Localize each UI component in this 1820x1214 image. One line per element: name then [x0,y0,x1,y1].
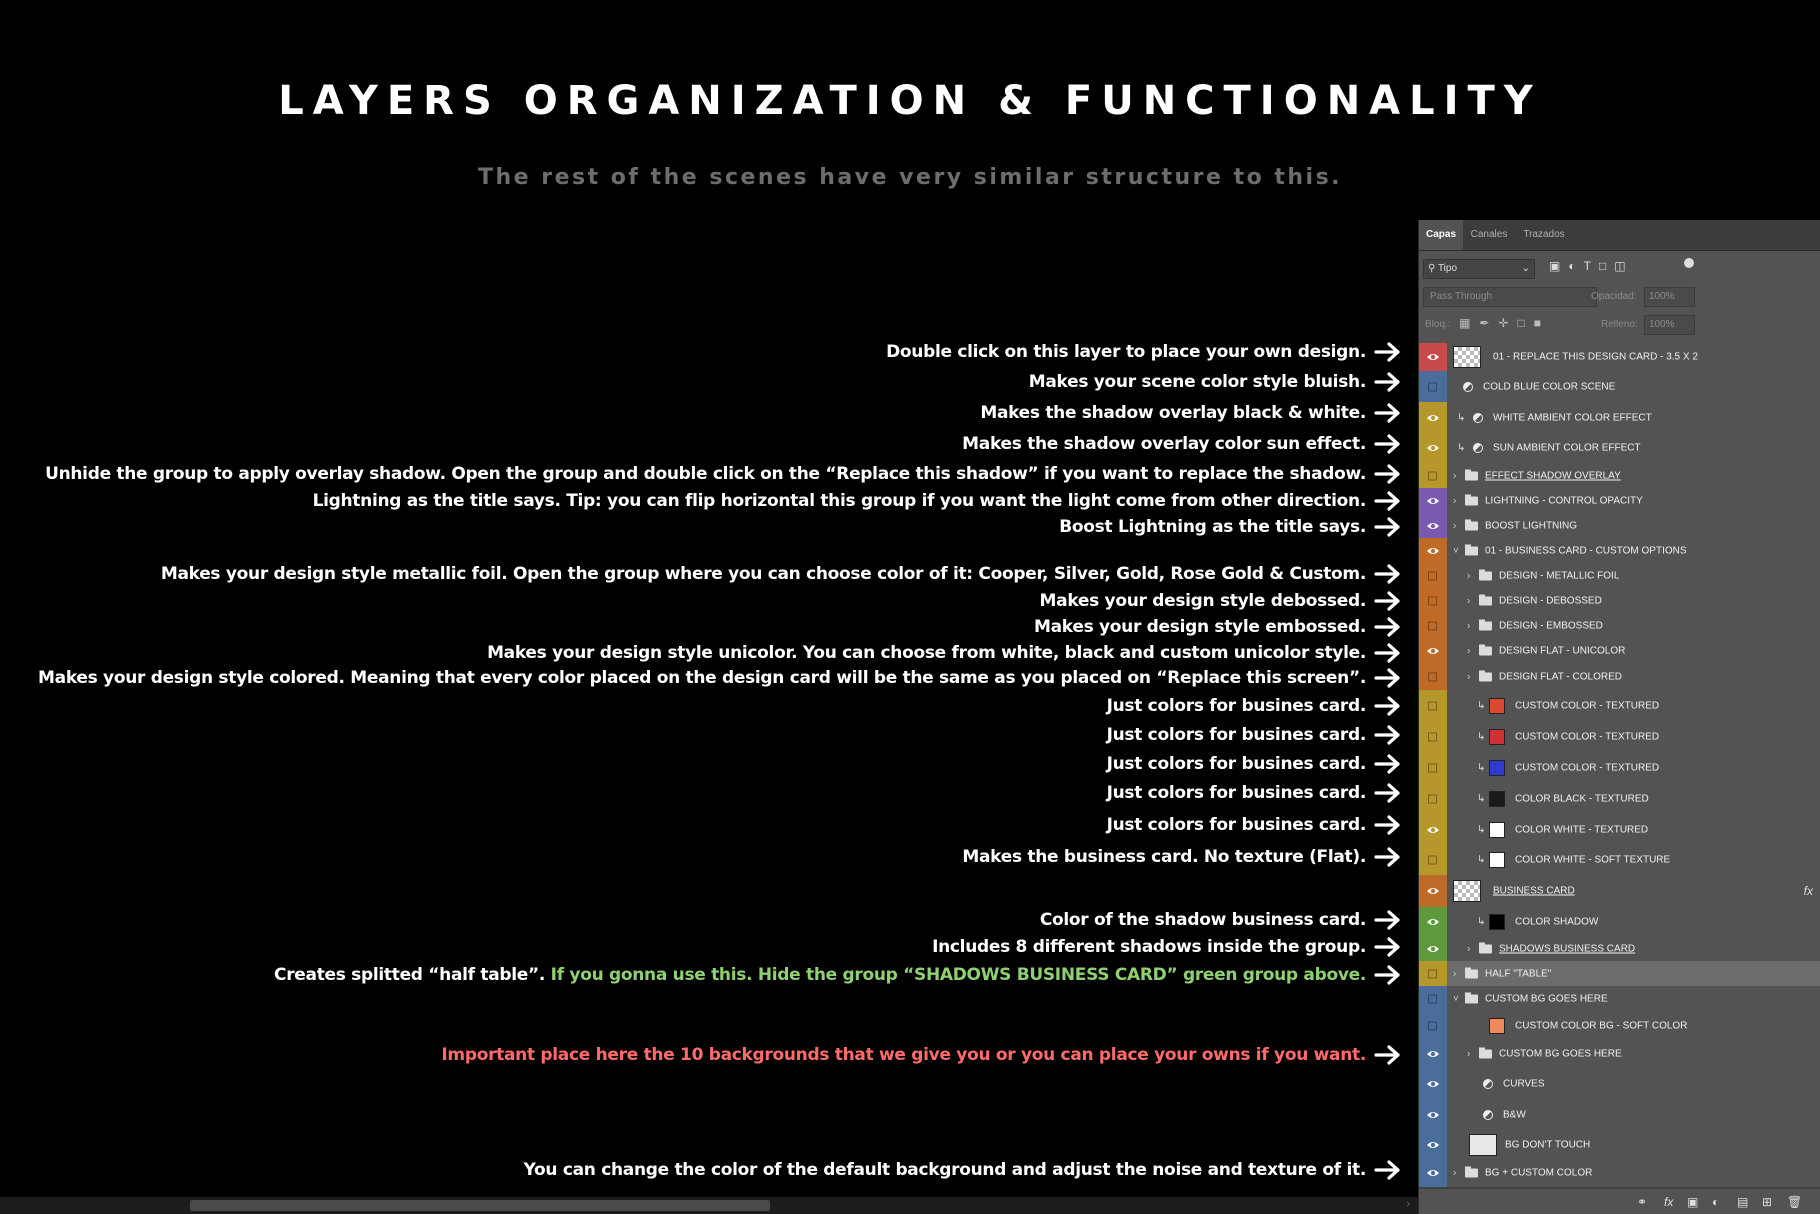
annotation-highlight: If you gonna use this. Hide the group “SHADOWS BUSINESS CARD” green group above. [550,965,1366,985]
eye-icon [1426,886,1440,896]
folder-icon [1479,1050,1492,1059]
lock-transparency-icon[interactable]: ▦ [1459,316,1480,330]
annotation-text [524,1160,1366,1180]
annotation-text [1040,591,1366,611]
eye-icon [1426,917,1440,927]
annotation-label: Makes the shadow overlay black & white. [980,403,1366,423]
chevron-right-icon[interactable]: › [1467,943,1471,954]
arrow-right-icon [1374,590,1402,612]
annotation-label: Lightning as the title says. Tip: you can flip horizontal this group if you want the light come from other direction. [312,491,1366,511]
folder-icon [1479,571,1492,580]
layer-visibility-toggle[interactable] [1419,1012,1447,1040]
clipping-mask-icon: ↳ [1477,762,1486,773]
arrow-right-icon [1374,1159,1402,1181]
annotation-label: Makes your scene color style bluish. [1028,372,1366,392]
arrow-right-icon [1374,667,1402,689]
fill-field[interactable]: 100% [1644,315,1695,335]
annotation-label: Boost Lightning as the title says. [1059,517,1366,537]
arrow-right-icon [1374,341,1402,363]
annotation-label: Color of the shadow business card. [1039,910,1366,930]
layer-name: BOOST LIGHTNING [1485,520,1578,531]
tab-canales[interactable]: Canales [1470,229,1508,240]
adjustment-layer-icon [1473,413,1483,423]
folder-icon [1479,596,1492,605]
layer-row[interactable] [1419,588,1820,614]
chevron-right-icon[interactable]: › [1453,1167,1457,1179]
arrow-right-icon [1374,753,1402,775]
filter-icons [1549,259,1634,273]
chevron-right-icon[interactable]: › [1467,671,1471,682]
layer-visibility-toggle[interactable] [1419,371,1447,402]
blend-mode-select[interactable] [1423,287,1597,307]
layer-name: 01 - REPLACE THIS DESIGN CARD - 3.5 X 2 [1493,351,1698,363]
annotation-text [1107,815,1366,835]
eye-icon [1426,1140,1440,1150]
eye-icon [1426,352,1440,362]
layer-name: COLOR WHITE - TEXTURED [1515,824,1649,835]
annotation-text [1107,696,1366,716]
layer-name: CUSTOM COLOR - TEXTURED [1515,731,1660,742]
annotation-text [1107,754,1366,774]
layer-visibility-toggle[interactable] [1419,1159,1447,1187]
layer-row[interactable] [1419,936,1820,962]
layer-name: WHITE AMBIENT COLOR EFFECT [1493,412,1652,423]
folder-icon [1479,621,1492,630]
annotation-text [886,342,1366,362]
folder-icon [1465,471,1478,480]
annotation-text [962,847,1366,867]
tab-capas[interactable]: Capas [1419,220,1463,250]
layer-row[interactable] [1419,1131,1820,1160]
chevron-right-icon[interactable]: › [1467,620,1471,631]
layer-name: CURVES [1503,1078,1545,1089]
layer-row[interactable] [1419,488,1820,514]
annotation-label: Makes your design style unicolor. You can choose from white, black and custom unicolor style. [487,643,1366,663]
layer-row[interactable] [1419,1099,1820,1132]
eye-icon [1426,496,1440,506]
chevron-right-icon[interactable]: › [1453,495,1457,506]
layer-row[interactable] [1419,638,1820,664]
folder-icon [1465,496,1478,505]
adjustment-layer-icon [1483,1079,1493,1089]
arrow-right-icon [1374,936,1402,958]
layer-visibility-toggle[interactable] [1419,875,1447,907]
arrow-right-icon [1374,463,1402,485]
layer-name: COLOR WHITE - SOFT TEXTURE [1515,854,1671,866]
chevron-right-icon[interactable]: › [1453,470,1457,481]
annotation-text [441,1045,1366,1065]
layer-visibility-toggle[interactable] [1419,845,1447,875]
fx-icon[interactable]: fx [1664,1195,1674,1209]
adjustment-layer-icon [1483,1110,1493,1120]
layer-name: CUSTOM COLOR - TEXTURED [1515,700,1660,711]
chevron-right-icon[interactable]: › [1453,520,1457,531]
clipping-mask-icon: ↳ [1477,824,1486,835]
chevron-down-icon[interactable]: ˅ [1453,545,1459,556]
annotation-text [45,464,1366,484]
lock-label: Bloq.: [1425,319,1451,330]
hidden-indicator [1428,471,1437,480]
lock-icons [1459,316,1550,330]
layer-name: BG + CUSTOM COLOR [1485,1167,1593,1179]
adjustment-layer-icon [1463,382,1473,392]
layer-effects-icon[interactable]: fx [1803,884,1813,898]
eye-icon [1426,1168,1440,1178]
layer-name: BUSINESS CARD [1493,885,1575,897]
layer-row[interactable] [1419,1159,1820,1188]
arrow-right-icon [1374,964,1402,986]
layer-visibility-toggle[interactable] [1419,343,1447,371]
annotation-text [38,668,1366,688]
arrow-right-icon [1374,642,1402,664]
annotation-text [161,564,1366,584]
layer-name: BG DON'T TOUCH [1505,1139,1591,1151]
layer-name: SHADOWS BUSINESS CARD [1499,943,1636,954]
layer-row[interactable] [1419,721,1820,753]
adjustment-filter-icon[interactable]: ◐ [1568,259,1584,273]
folder-icon [1479,672,1492,681]
color-fill-thumbnail [1489,698,1505,714]
annotation-text [1040,910,1366,930]
layer-row[interactable] [1419,433,1820,464]
annotation-label: Makes your design style embossed. [1034,617,1366,637]
layer-row[interactable] [1419,538,1820,564]
layer-visibility-toggle[interactable] [1419,663,1447,690]
eye-icon [1426,944,1440,954]
arrow-right-icon [1374,695,1402,717]
horizontal-scrollbar[interactable] [0,1197,1418,1214]
folder-icon [1465,1169,1478,1178]
annotation-label: Just colors for busines card. [1106,725,1366,745]
annotation-text [313,491,1366,511]
color-fill-thumbnail [1489,914,1505,930]
filter-toggle[interactable] [1684,258,1694,268]
layer-row[interactable] [1419,1068,1820,1100]
page-subtitle: The rest of the scenes have very similar structure to this. [477,165,1343,190]
smart-object-thumbnail [1469,1134,1497,1156]
arrow-right-icon [1374,1044,1402,1066]
link-icon[interactable]: ⚭ [1637,1195,1648,1209]
hidden-indicator [1428,732,1437,741]
chevron-right-icon[interactable]: › [1467,570,1471,581]
layer-row[interactable] [1419,563,1820,589]
page-title: LAYERS ORGANIZATION & FUNCTIONALITY [278,78,1542,124]
arrow-right-icon [1374,846,1402,868]
eye-icon [1426,546,1440,556]
color-fill-thumbnail [1489,729,1505,745]
annotation-label: Just colors for busines card. [1106,754,1366,774]
chevron-down-icon[interactable]: ˅ [1453,993,1459,1005]
lock-artboard-icon[interactable]: □ [1517,316,1534,330]
layer-name: DESIGN - METALLIC FOIL [1499,570,1620,581]
annotation-label: Makes your design style metallic foil. Open the group where you can choose color of it: Cooper, Silver, Gold, Rose Gold & Custom. [160,564,1366,584]
clipping-mask-icon: ↳ [1457,412,1466,423]
arrow-right-icon [1374,814,1402,836]
layer-visibility-toggle[interactable] [1419,986,1447,1012]
folder-icon [1465,546,1478,555]
annotation-label: Makes your design style colored. Meaning that every color placed on the design card will be the same as you placed on “Replace this screen”. [38,668,1366,688]
hidden-indicator [1428,571,1437,580]
layer-row[interactable] [1419,1040,1820,1069]
hidden-indicator [1428,596,1437,605]
annotation-label: Important place here the 10 backgrounds that we give you or you can place your owns if you want. [441,1045,1366,1065]
arrow-right-icon [1374,433,1402,455]
layer-name: COLOR BLACK - TEXTURED [1515,793,1649,804]
hidden-indicator [1428,763,1437,772]
layer-name: B&W [1503,1109,1526,1121]
layer-row[interactable] [1419,814,1820,846]
eye-icon [1426,521,1440,531]
layer-row[interactable] [1419,752,1820,784]
annotation-text [1029,372,1366,392]
layer-row[interactable] [1419,463,1820,489]
smart-object-thumbnail [1453,880,1481,902]
hidden-indicator [1428,1022,1437,1031]
layer-row[interactable] [1419,986,1820,1013]
folder-icon [1479,646,1492,655]
folder-icon [1465,969,1478,978]
pixel-filter-icon[interactable]: ▣ [1549,259,1569,273]
hidden-indicator [1428,856,1437,865]
layer-row[interactable] [1419,513,1820,539]
annotation-label: Double click on this layer to place your own design. [886,342,1366,362]
layer-visibility-toggle[interactable] [1419,563,1447,588]
layer-visibility-toggle[interactable] [1419,752,1447,783]
smart-object-filter-icon[interactable]: ◫ [1614,259,1634,273]
trash-icon[interactable]: 🗑 [1787,1195,1803,1209]
blend-mode-value: Pass Through [1430,291,1493,302]
clipping-mask-icon: ↳ [1477,854,1486,866]
adjustment-layer-icon [1473,443,1483,453]
layer-name: DESIGN - DEBOSSED [1499,595,1602,606]
hidden-indicator [1428,672,1437,681]
arrow-right-icon [1374,490,1402,512]
lock-all-icon[interactable]: ■ [1533,316,1550,330]
eye-icon [1426,825,1440,835]
chevron-right-icon[interactable]: › [1467,645,1471,656]
arrow-right-icon [1374,782,1402,804]
annotation-label: Just colors for busines card. [1106,815,1366,835]
eye-icon [1426,443,1440,453]
opacity-label: Opacidad: [1591,291,1637,302]
lock-position-icon[interactable]: ✛ [1498,316,1518,330]
arrow-right-icon [1374,563,1402,585]
clipping-mask-icon: ↳ [1477,793,1486,804]
layer-visibility-toggle[interactable] [1419,1040,1447,1068]
chevron-down-icon: ⌄ [1521,263,1530,274]
layer-visibility-toggle[interactable] [1419,538,1447,563]
annotation-label: Just colors for busines card. [1106,783,1366,803]
layer-name: 01 - BUSINESS CARD - CUSTOM OPTIONS [1485,545,1687,556]
hidden-indicator [1428,621,1437,630]
hidden-indicator [1428,794,1437,803]
folder-icon [1465,995,1478,1004]
layer-name: EFFECT SHADOW OVERLAY [1485,470,1621,481]
layer-row[interactable] [1419,783,1820,815]
layer-visibility-toggle[interactable] [1419,814,1447,845]
hidden-indicator [1428,701,1437,710]
layer-name: SUN AMBIENT COLOR EFFECT [1493,442,1641,454]
annotation-label: Just colors for busines card. [1106,696,1366,716]
eye-icon [1426,1110,1440,1120]
layer-visibility-toggle[interactable] [1419,513,1447,538]
layer-visibility-toggle[interactable] [1419,638,1447,663]
layer-visibility-toggle[interactable] [1419,936,1447,961]
annotation-label: Creates splitted “half table”. [274,965,551,985]
color-fill-thumbnail [1489,822,1505,838]
shape-filter-icon[interactable]: □ [1598,259,1615,273]
adjustment-icon[interactable]: ◐ [1712,1195,1720,1209]
chevron-right-icon[interactable]: › [1453,968,1457,979]
color-fill-thumbnail [1489,791,1505,807]
mask-icon[interactable]: ▣ [1687,1195,1699,1209]
layer-row[interactable] [1419,402,1820,434]
panel-footer [1419,1188,1820,1214]
layer-row[interactable] [1419,1012,1820,1041]
chevron-right-icon[interactable]: › [1467,1048,1471,1060]
annotation-label: Makes the business card. No texture (Flat). [962,847,1366,867]
clipping-mask-icon: ↳ [1477,731,1486,742]
layer-visibility-toggle[interactable] [1419,402,1447,433]
layer-name: CUSTOM BG GOES HERE [1485,993,1608,1005]
opacity-field[interactable]: 100% [1644,287,1695,307]
annotation-text [1059,517,1366,537]
layer-visibility-toggle[interactable] [1419,961,1447,986]
layer-visibility-toggle[interactable] [1419,488,1447,513]
layer-row[interactable] [1419,690,1820,722]
clipping-mask-icon: ↳ [1477,916,1486,927]
layer-row[interactable] [1419,845,1820,876]
annotation-label: Makes your design style debossed. [1039,591,1366,611]
lock-pixels-icon[interactable]: ✒ [1479,316,1499,330]
layer-row[interactable] [1419,613,1820,639]
tab-trazados[interactable]: Trazados [1523,229,1565,240]
arrow-right-icon [1374,724,1402,746]
panel-tabs [1419,220,1820,251]
search-icon: ⚲ [1428,263,1436,274]
layer-row[interactable] [1419,875,1820,908]
annotation-text [1034,617,1366,637]
annotation-text [1107,783,1366,803]
arrow-right-icon [1374,516,1402,538]
layer-name: LIGHTNING - CONTROL OPACITY [1485,495,1643,506]
annotation-label: Includes 8 different shadows inside the group. [932,937,1366,957]
layer-row[interactable] [1419,663,1820,691]
filter-kind-select[interactable] [1423,259,1535,279]
layer-visibility-toggle[interactable] [1419,463,1447,488]
arrow-right-icon [1374,909,1402,931]
color-fill-thumbnail [1489,760,1505,776]
layer-name: CUSTOM COLOR BG - SOFT COLOR [1515,1020,1688,1032]
new-group-icon[interactable]: ▤ [1737,1195,1749,1209]
layer-row[interactable] [1419,371,1820,403]
folder-icon [1465,521,1478,530]
scroll-right-icon[interactable]: › [1406,1198,1410,1210]
eye-icon [1426,413,1440,423]
arrow-right-icon [1374,616,1402,638]
annotation-label: Makes the shadow overlay color sun effect. [962,434,1366,454]
layer-visibility-toggle[interactable] [1419,1068,1447,1099]
arrow-right-icon [1374,371,1402,393]
annotation-text [274,965,1366,985]
layer-visibility-toggle[interactable] [1419,721,1447,752]
type-filter-icon[interactable]: T [1583,259,1599,273]
arrow-right-icon [1374,402,1402,424]
layer-name: DESIGN - EMBOSSED [1499,620,1603,631]
layer-visibility-toggle[interactable] [1419,690,1447,721]
clipping-mask-icon: ↳ [1477,700,1486,711]
layer-visibility-toggle[interactable] [1419,1099,1447,1131]
layers-panel [1418,220,1820,1214]
layer-visibility-toggle[interactable] [1419,907,1447,936]
annotation-text [1107,725,1366,745]
layer-name: DESIGN FLAT - COLORED [1499,671,1622,682]
scrollbar-thumb[interactable] [190,1200,770,1211]
annotation-text [487,643,1366,663]
layer-visibility-toggle[interactable] [1419,588,1447,613]
layer-name: DESIGN FLAT - UNICOLOR [1499,645,1626,656]
layer-name: CUSTOM BG GOES HERE [1499,1048,1622,1060]
layer-row[interactable] [1419,343,1820,372]
eye-icon [1426,1049,1440,1059]
layer-visibility-toggle[interactable] [1419,613,1447,638]
hidden-indicator [1428,382,1437,391]
layer-visibility-toggle[interactable] [1419,433,1447,463]
annotation-label: You can change the color of the default background and adjust the noise and texture of it. [523,1160,1366,1180]
fill-label: Relleno: [1601,319,1638,330]
hidden-indicator [1428,995,1437,1004]
folder-icon [1479,944,1492,953]
clipping-mask-icon: ↳ [1457,442,1466,454]
color-fill-thumbnail [1489,1018,1505,1034]
color-fill-thumbnail [1489,852,1505,868]
layer-name: CUSTOM COLOR - TEXTURED [1515,762,1660,773]
eye-icon [1426,646,1440,656]
layer-visibility-toggle[interactable] [1419,1131,1447,1159]
annotation-label: Unhide the group to apply overlay shadow. Open the group and double click on the “Replace this shadow” if you want to replace the shadow. [45,464,1366,484]
annotation-text [980,403,1366,423]
layer-row[interactable] [1419,907,1820,937]
annotation-text [962,434,1366,454]
chevron-right-icon[interactable]: › [1467,595,1471,606]
eye-icon [1426,1079,1440,1089]
annotation-text [932,937,1366,957]
layer-name: COLOR SHADOW [1515,916,1599,927]
layer-name: COLD BLUE COLOR SCENE [1483,381,1616,392]
layer-row[interactable] [1419,961,1820,987]
new-layer-icon[interactable]: ⊞ [1762,1195,1773,1209]
layer-visibility-toggle[interactable] [1419,783,1447,814]
hidden-indicator [1428,969,1437,978]
filter-kind-value: Tipo [1437,263,1458,274]
smart-object-thumbnail [1453,346,1481,368]
layer-name: HALF "TABLE" [1485,968,1552,979]
